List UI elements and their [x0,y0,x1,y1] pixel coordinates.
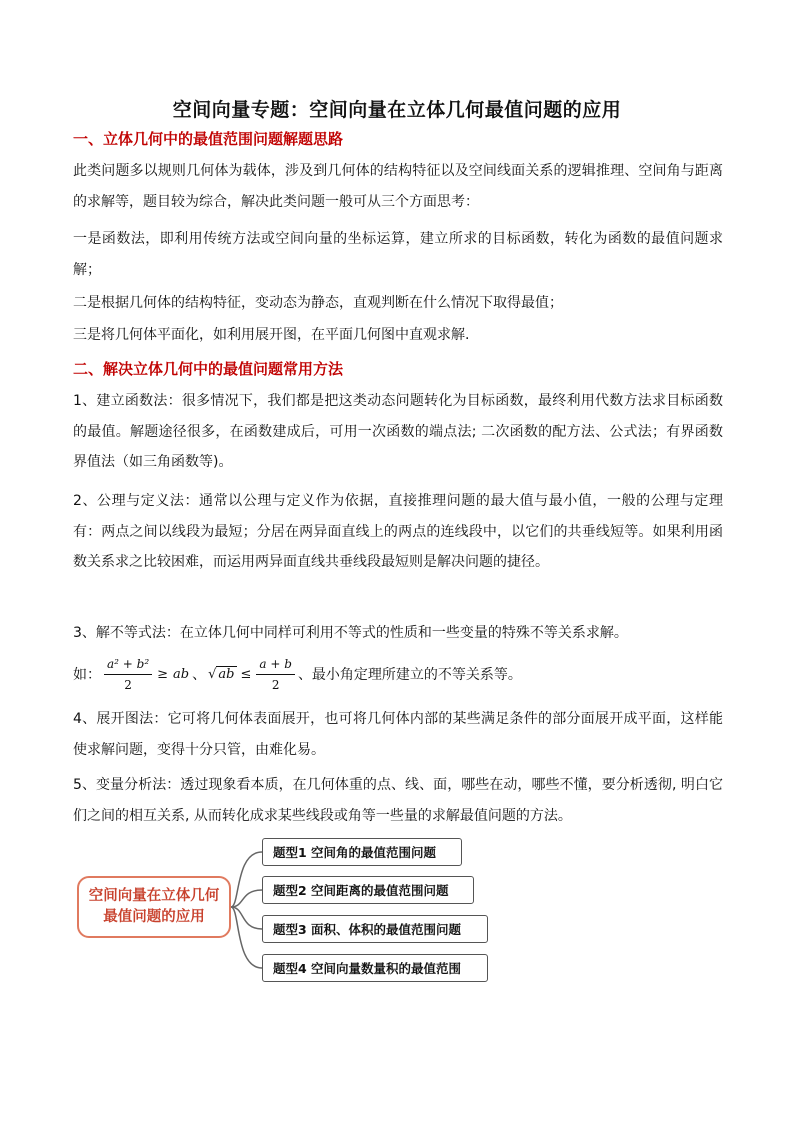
mind-map-branch-2: 题型2 空间距离的最值范围问题 [262,876,474,904]
fraction-1 [104,656,152,693]
fraction-2-numerator: a + b [256,656,295,675]
method-1: 1、建立函数法：很多情况下，我们都是把这类动态问题转化为目标函数，最终利用代数方法求目标函数的最值。解题途径很多，在函数建成后，可用一次函数的端点法; 二次函数的配方法、公式法；有界函数界值法（如三角函数等)。 [73,393,723,470]
relation-geq: ≥ [157,666,169,682]
fraction-1-numerator: a² + b² [104,656,152,675]
mind-map-branch-1: 题型1 空间角的最值范围问题 [262,838,462,866]
section-1-intro: 此类问题多以规则几何体为载体，涉及到几何体的结构特征以及空间线面关系的逻辑推理、空间角与距离的求解等，题目较为综合，解决此类问题一般可从三个方面思考： [73,163,723,210]
method-3: 3、解不等式法：在立体几何中同样可利用不等式的性质和一些变量的特殊不等关系求解。 [73,625,628,641]
page-title: 空间向量专题：空间向量在立体几何最值问题的应用 [172,99,622,121]
method-5: 5、变量分析法：透过现象看本质，在几何体重的点、线、面，哪些在动，哪些不懂，要分析透彻, 明白它们之间的相互关系, 从而转化成求某些线段或角等一些量的求解最值问题的方法。 [73,777,723,824]
relation-leq: ≤ [240,666,252,682]
section-1-point-2: 二是根据几何体的结构特征，变动态为静态，直观判断在什么情况下取得最值； [73,295,563,311]
section-1-point-3: 三是将几何体平面化，如利用展开图，在平面几何图中直观求解. [73,327,470,343]
radicand: ab [218,666,235,682]
mind-map-branch-3: 题型3 面积、体积的最值范围问题 [262,915,488,943]
section-1-heading: 一、立体几何中的最值范围问题解题思路 [73,130,344,148]
mind-map-center: 空间向量在立体几何最值问题的应用 [77,876,231,938]
formula-separator: 、 [192,667,207,683]
formula-prefix: 如： [73,667,101,683]
section-2-heading: 二、解决立体几何中的最值问题常用方法 [73,360,344,378]
fraction-1-denominator: 2 [124,677,132,692]
sqrt-ab [208,666,236,683]
section-1-point-1: 一是函数法，即利用传统方法或空间向量的坐标运算，建立所求的目标函数，转化为函数的最值问题求解； [73,231,723,278]
method-2: 2、公理与定义法：通常以公理与定义作为依据，直接推理问题的最大值与最小值，一般的公理与定理有：两点之间以线段为最短；分居在两异面直线上的两点的连线段中，以它们的共垂线短等。如果利用函数关系求之比较困难，而运用两异面直线共垂线段最短则是解决问题的捷径。 [73,493,723,570]
formula-suffix: 、最小角定理所建立的不等关系等。 [297,667,522,683]
radical-icon: √ [208,666,217,682]
inequality-formula [73,652,522,696]
fraction-2 [256,656,295,693]
mind-map [0,820,794,1000]
method-4: 4、展开图法：它可将几何体表面展开，也可将几何体内部的某些满足条件的部分面展开成平面，这样能使求解问题，变得十分只管，由难化易。 [73,711,723,758]
connector-1 [231,852,262,907]
product-ab: ab [173,666,190,682]
connector-4 [231,907,262,968]
fraction-2-denominator: 2 [271,677,280,692]
mind-map-branch-4: 题型4 空间向量数量积的最值范围 [262,954,488,982]
